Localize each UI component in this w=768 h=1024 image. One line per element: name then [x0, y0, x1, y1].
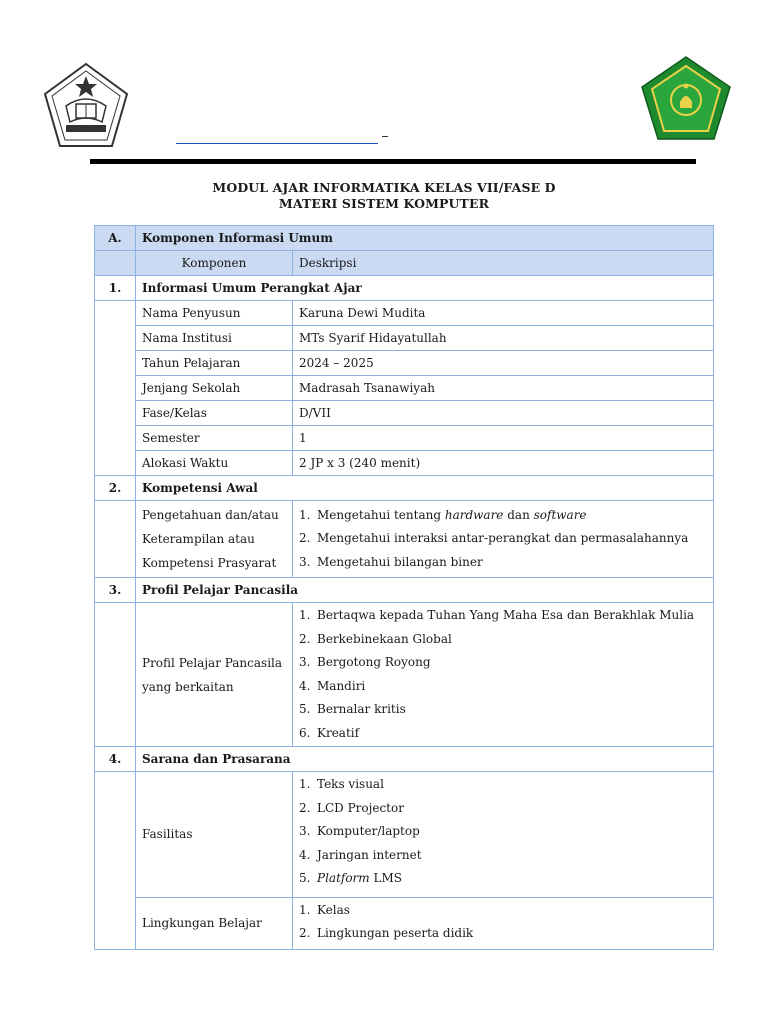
list-item: 1. Teks visual [299, 777, 384, 791]
section-1-title: Informasi Umum Perangkat Ajar [136, 276, 714, 301]
list-item: 5. Platform LMS [299, 871, 402, 885]
list-item: 4. Jaringan internet [299, 847, 422, 862]
header-link-line[interactable] [176, 128, 378, 144]
row-label: Jenjang Sekolah [136, 376, 293, 401]
header-dash [382, 136, 388, 137]
row-value: Karuna Dewi Mudita [293, 301, 714, 326]
list-item: 2. Lingkungan peserta didik [299, 926, 474, 940]
section-1-number: 1. [95, 276, 136, 301]
section-2-number: 2. [95, 476, 136, 501]
table-row [95, 376, 714, 401]
table-row [95, 772, 714, 898]
document-title: MODUL AJAR INFORMATIKA KELAS VII/FASE D [212, 180, 556, 195]
lingkungan-list [293, 897, 714, 949]
lingkungan-label: Lingkungan Belajar [136, 897, 293, 949]
column-komponen: Komponen [136, 251, 293, 276]
section-2-row [95, 476, 714, 501]
section-a-number: A. [95, 226, 136, 251]
row-label: Tahun Pelajaran [136, 351, 293, 376]
section-a-row [95, 226, 714, 251]
list-item: 2. Berkebinekaan Global [299, 631, 452, 646]
fasilitas-label: Fasilitas [136, 772, 293, 898]
row-value: D/VII [293, 401, 714, 426]
section-4-title: Sarana dan Prasarana [136, 747, 714, 772]
table-row [95, 501, 714, 578]
row-label: Fase/Kelas [136, 401, 293, 426]
section-3-title: Profil Pelajar Pancasila [136, 578, 714, 603]
list-item: 5. Bernalar kritis [299, 702, 406, 716]
table-row [95, 326, 714, 351]
list-item: 3. Komputer/laptop [299, 824, 420, 838]
list-item: 4. Mandiri [299, 678, 366, 693]
kemenag-logo [640, 56, 732, 140]
section-4-row [95, 747, 714, 772]
section-3-row [95, 578, 714, 603]
table-row [95, 426, 714, 451]
list-item: 3. Mengetahui bilangan biner [299, 554, 483, 569]
column-header-row [95, 251, 714, 276]
row-label: Nama Penyusun [136, 301, 293, 326]
row-value: 1 [293, 426, 714, 451]
list-item: 6. Kreatif [299, 725, 360, 740]
table-row [95, 351, 714, 376]
column-deskripsi: Deskripsi [293, 251, 714, 276]
kompetensi-list [293, 501, 714, 578]
row-label: Alokasi Waktu [136, 451, 293, 476]
table-row [95, 897, 714, 949]
list-item: 1. Mengetahui tentang hardware dan software [299, 507, 587, 522]
section-3-number: 3. [95, 578, 136, 603]
row-value: 2 JP x 3 (240 menit) [293, 451, 714, 476]
profil-label: Profil Pelajar Pancasila yang berkaitan [136, 603, 293, 747]
section-1-row [95, 276, 714, 301]
row-value: Madrasah Tsanawiyah [293, 376, 714, 401]
profil-list [293, 603, 714, 747]
document-subtitle: MATERI SISTEM KOMPUTER [278, 196, 490, 211]
row-value: 2024 – 2025 [293, 351, 714, 376]
table-row [95, 451, 714, 476]
list-item: 3. Bergotong Royong [299, 655, 431, 669]
list-item: 2. Mengetahui interaksi antar-perangkat dan permasalahannya [299, 531, 689, 546]
table-row [95, 401, 714, 426]
table-row [95, 301, 714, 326]
module-info-table [94, 225, 714, 950]
list-item: 1. Kelas [299, 902, 350, 917]
section-2-title: Kompetensi Awal [136, 476, 714, 501]
row-label: Semester [136, 426, 293, 451]
school-emblem-logo [42, 62, 130, 150]
row-label: Nama Institusi [136, 326, 293, 351]
section-4-number: 4. [95, 747, 136, 772]
section-a-title: Komponen Informasi Umum [136, 226, 714, 251]
header-rule [90, 159, 696, 164]
fasilitas-list [293, 772, 714, 898]
kompetensi-label: Pengetahuan dan/atau Keterampilan atau Kompetensi Prasyarat [136, 501, 293, 578]
list-item: 2. LCD Projector [299, 800, 404, 815]
table-row [95, 603, 714, 747]
row-value: MTs Syarif Hidayatullah [293, 326, 714, 351]
list-item: 1. Bertaqwa kepada Tuhan Yang Maha Esa dan Berakhlak Mulia [299, 608, 695, 622]
